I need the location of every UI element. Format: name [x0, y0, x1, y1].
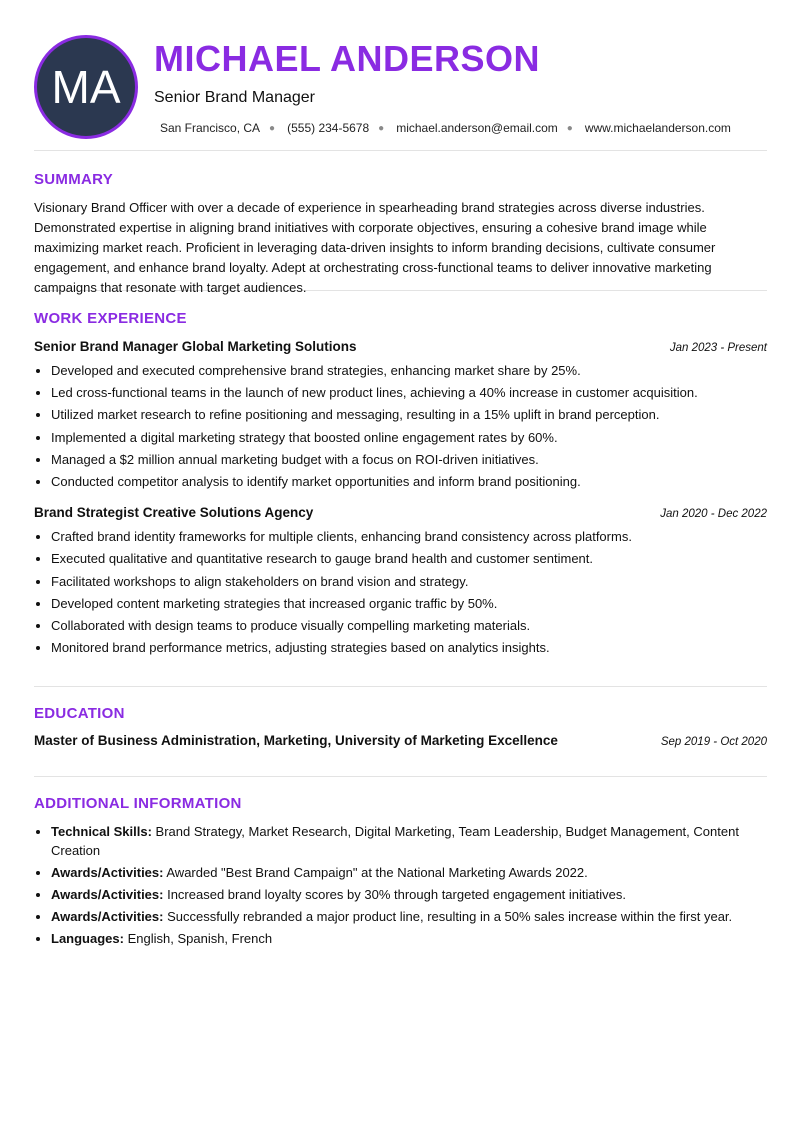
list-item: • Conducted competitor analysis to identify market opportunities and inform brand positioning. [51, 471, 767, 493]
list-item: • Implemented a digital marketing strategy that boosted online engagement rates by 60%. [51, 427, 767, 449]
candidate-title: Senior Brand Manager [154, 89, 315, 106]
list-item: • Crafted brand identity frameworks for multiple clients, enhancing brand consistency across platforms. [51, 526, 767, 548]
job-bullets [34, 526, 767, 659]
summary-heading: SUMMARY [34, 171, 114, 188]
contact-info [160, 121, 731, 135]
additional-information-heading: ADDITIONAL INFORMATION [34, 795, 242, 812]
contact-location: San Francisco, CA [160, 121, 261, 135]
item-text: Successfully rebranded a major product line, resulting in a 50% sales increase within the first year. [167, 909, 733, 924]
contact-email[interactable]: michael.anderson@email.com [396, 121, 558, 135]
list-item: • Monitored brand performance metrics, adjusting strategies based on analytics insights. [51, 637, 767, 659]
list-item: • Developed and executed comprehensive brand strategies, enhancing market share by 25%. [51, 360, 767, 382]
list-item [51, 822, 767, 860]
list-item: • Collaborated with design teams to produce visually compelling marketing materials. [51, 615, 767, 637]
candidate-name: MICHAEL ANDERSON [154, 38, 541, 79]
education-entry [34, 733, 767, 748]
resume-header [34, 0, 767, 151]
item-text: Increased brand loyalty scores by 30% through targeted engagement initiatives. [167, 887, 626, 902]
summary-section [34, 151, 767, 295]
list-item [51, 929, 767, 948]
job-date: Jan 2020 - Dec 2022 [660, 508, 767, 521]
contact-phone: (555) 234-5678 [287, 121, 370, 135]
item-text: Awarded "Best Brand Campaign" at the National Marketing Awards 2022. [166, 865, 588, 880]
list-item: • Executed qualitative and quantitative research to gauge brand health and customer sentiment. [51, 548, 767, 570]
job-header [34, 339, 767, 354]
education-heading: EDUCATION [34, 705, 125, 722]
education-degree: Master of Business Administration, Marketing, University of Marketing Excellence [34, 733, 558, 748]
work-experience-heading: WORK EXPERIENCE [34, 310, 187, 327]
work-experience-section [34, 291, 767, 687]
resume-page [34, 0, 767, 951]
additional-information-section [34, 777, 767, 948]
job-bullets [34, 360, 767, 493]
list-item: • Developed content marketing strategies that increased organic traffic by 50%. [51, 593, 767, 615]
item-text: Brand Strategy, Market Research, Digital Marketing, Team Leadership, Budget Management, Content Creation [51, 824, 739, 858]
contact-website[interactable]: www.michaelanderson.com [584, 121, 731, 135]
separator-dot-icon: ● [378, 122, 385, 134]
item-text: English, Spanish, French [127, 931, 273, 946]
education-section [34, 687, 767, 777]
separator-dot-icon: ● [269, 122, 276, 134]
list-item [51, 863, 767, 882]
item-label: Technical Skills: [51, 824, 152, 839]
job-entry [34, 505, 767, 659]
item-label: Awards/Activities: [51, 887, 164, 902]
list-item: • Utilized market research to refine positioning and messaging, resulting in a 15% uplift in brand perception. [51, 404, 767, 426]
job-role: Senior Brand Manager Global Marketing Solutions [34, 339, 357, 354]
separator-dot-icon: ● [566, 122, 573, 134]
list-item: • Managed a $2 million annual marketing budget with a focus on ROI-driven initiatives. [51, 449, 767, 471]
additional-list [34, 822, 767, 948]
item-label: Awards/Activities: [51, 909, 164, 924]
summary-text: Visionary Brand Officer with over a decade of experience in spearheading brand strategies across diverse industries. Demonstrated expertise in aligning brand initiatives with corporate objectives, ensuring a cohesive brand image while maximizing market reach. Proficient in leveraging data-driven insights to inform branding decisions, cultivate consumer engagement, and enhance brand loyalty. Adept at orchestrating cross-functional teams to deliver innovative marketing campaigns that resonate with target audiences. [34, 200, 716, 295]
list-item: • Facilitated workshops to align stakeholders on brand vision and strategy. [51, 571, 767, 593]
job-date: Jan 2023 - Present [669, 342, 767, 354]
job-role: Brand Strategist Creative Solutions Agency [34, 505, 314, 521]
list-item [51, 885, 767, 904]
education-date: Sep 2019 - Oct 2020 [660, 736, 767, 748]
job-header [34, 505, 767, 520]
item-label: Awards/Activities: [51, 865, 164, 880]
avatar: MA [34, 35, 138, 139]
list-item [51, 907, 767, 926]
list-item: • Led cross-functional teams in the launch of new product lines, achieving a 40% increase in customer acquisition. [51, 382, 767, 404]
job-entry [34, 339, 767, 493]
item-label: Languages: [51, 931, 124, 946]
